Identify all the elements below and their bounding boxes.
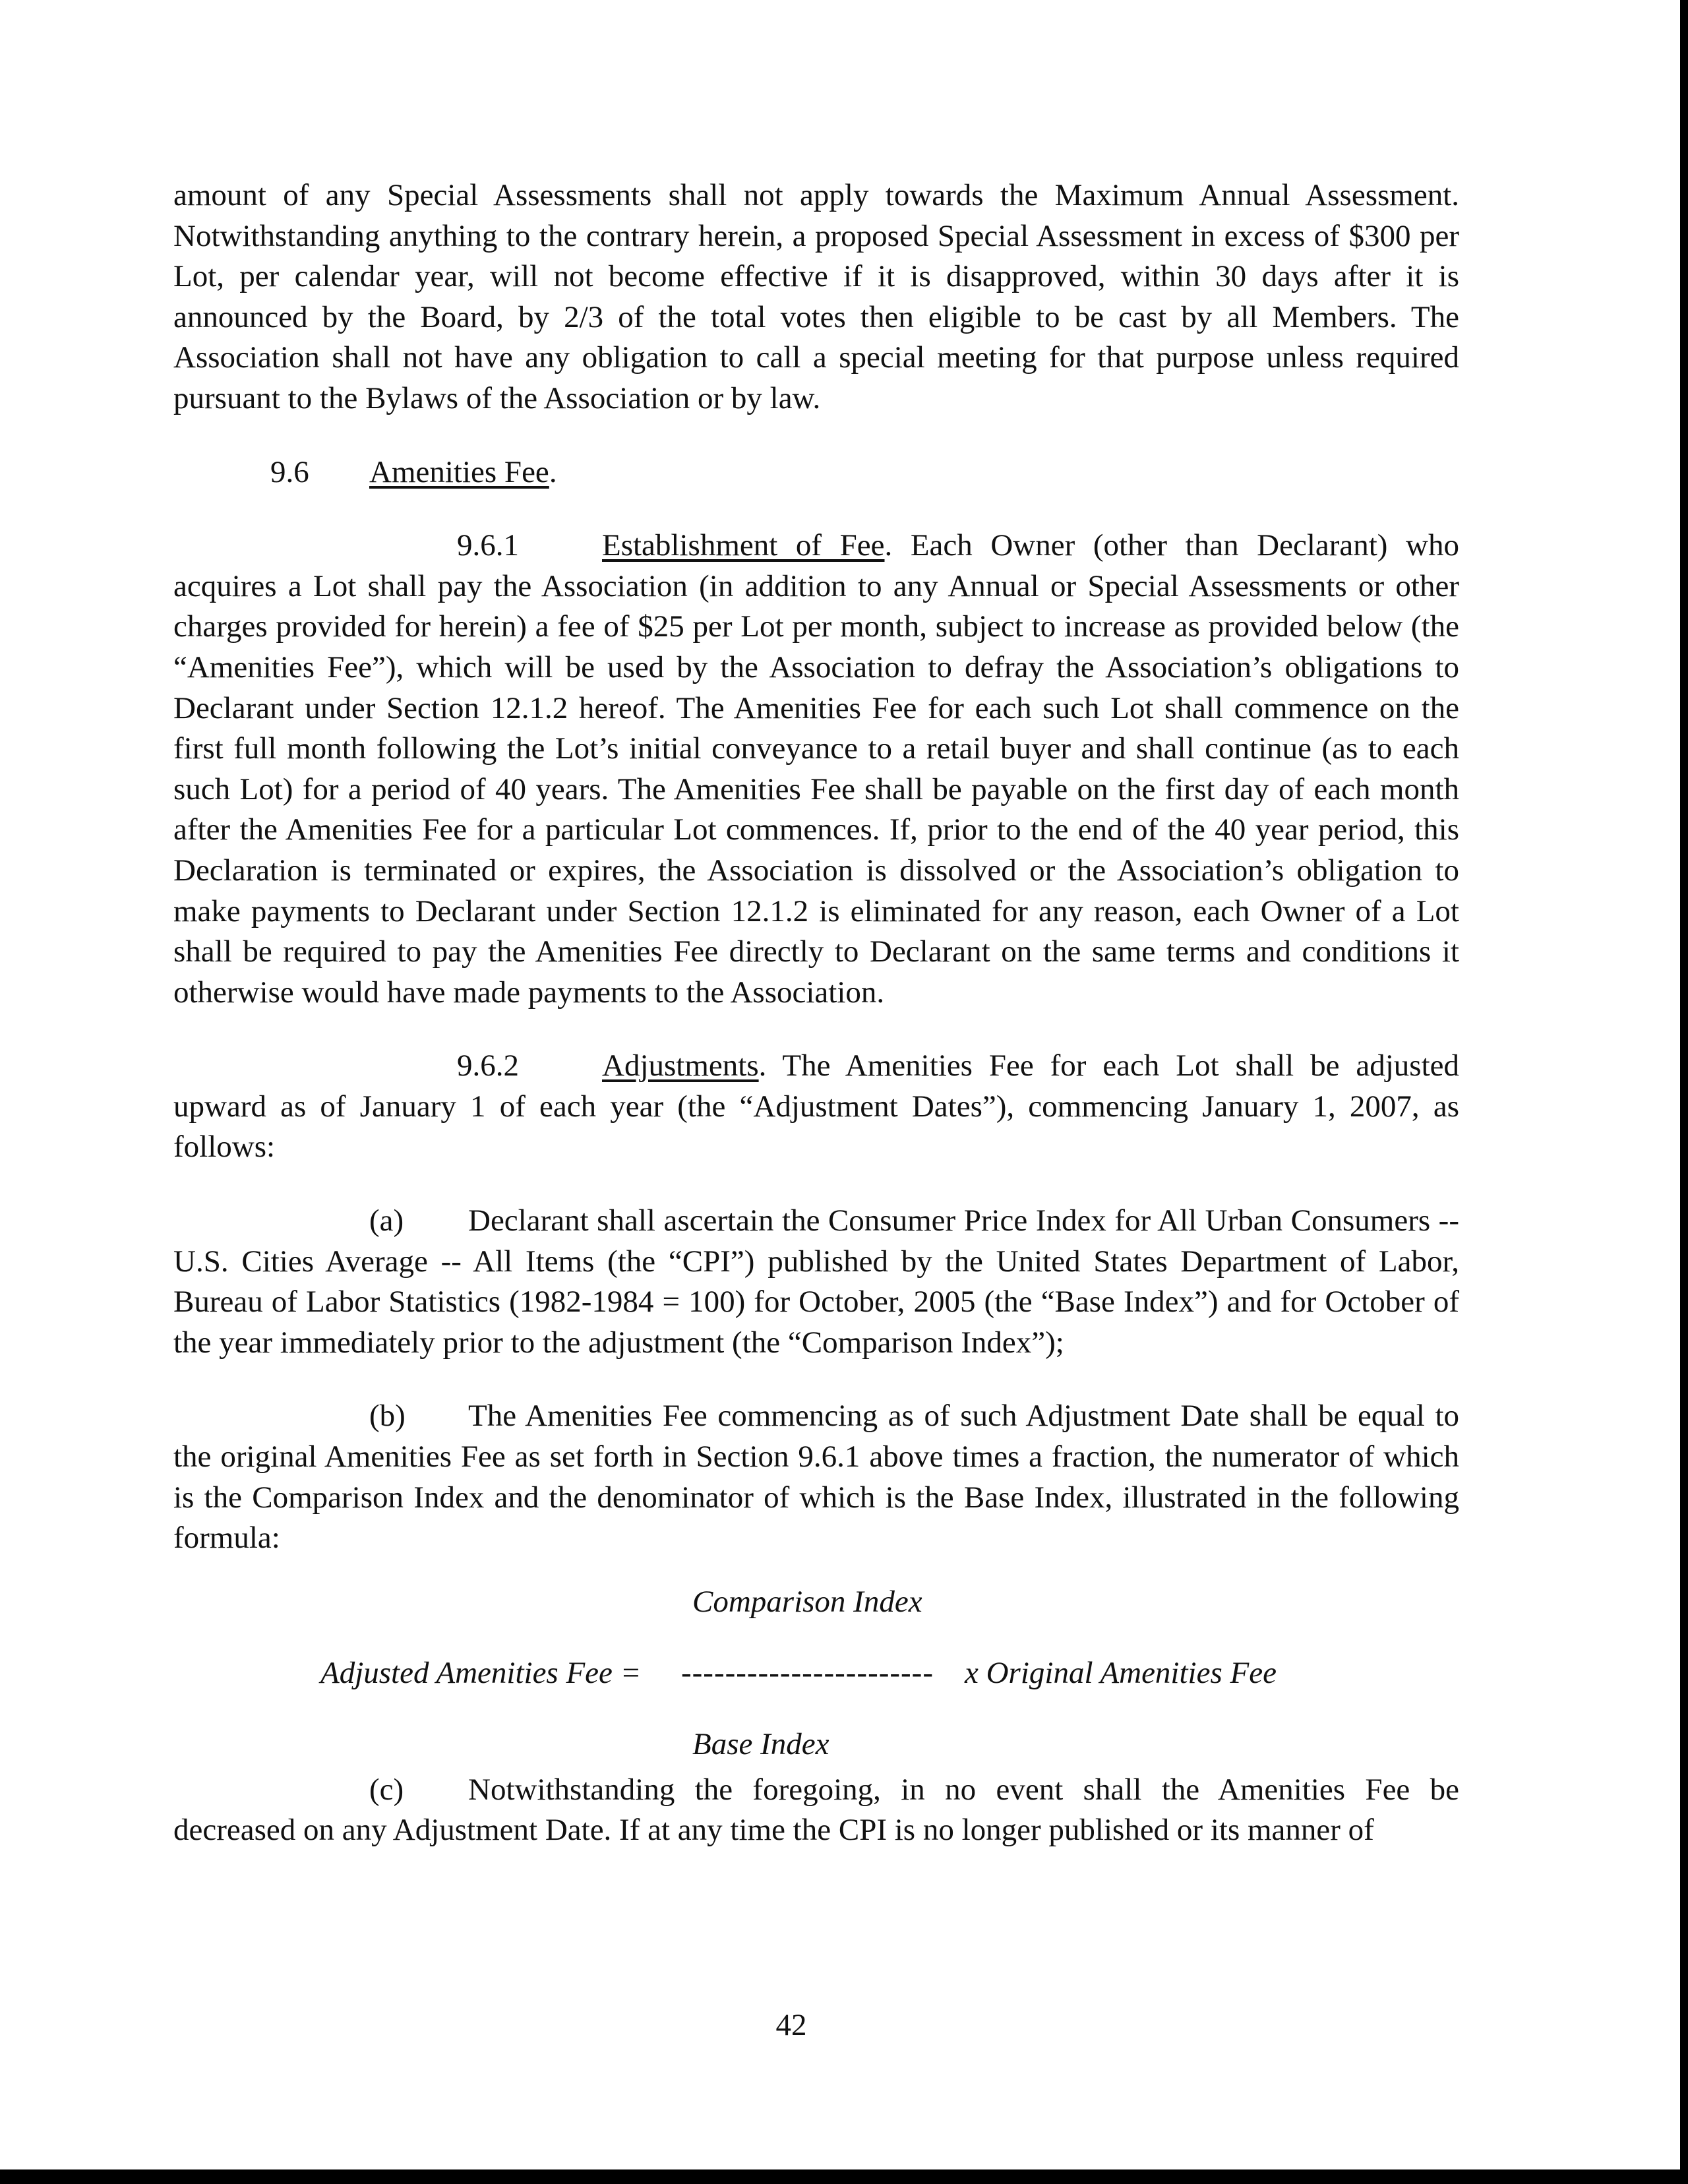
- adjustment-formula: [173, 1582, 1459, 1761]
- item-c-letter: (c): [369, 1772, 404, 1807]
- item-b-body: The Amenities Fee commencing as of such Adjustment Date shall be equal to the original Amenities Fee as set forth in Section 9.6.1 above times a fraction, the numerator of which is the Comparison Index and the denominator of which is the Base Index, illustrated in the following formula:: [173, 1399, 1459, 1556]
- item-c-body: Notwithstanding the foregoing, in no event shall the Amenities Fee be decreased on any Adjustment Date. If at any time the CPI is no longer published or its manner of: [173, 1772, 1459, 1848]
- section-9-6-2-body: . The Amenities Fee for each Lot shall be adjusted upward as of January 1 of each year (the “Adjustment Dates”), commencing January 1, 2007, as follows:: [173, 1048, 1459, 1165]
- section-9-6-2-paragraph: [173, 1046, 1459, 1168]
- formula-numerator: Comparison Index: [692, 1584, 922, 1619]
- item-b-paragraph: [173, 1396, 1459, 1558]
- section-9-6-number: 9.6: [270, 454, 309, 489]
- section-9-6-1-title: Establishment of Fee: [602, 528, 885, 563]
- scan-bottom-border: [0, 2169, 1688, 2184]
- section-9-6-2-title: Adjustments: [602, 1048, 759, 1083]
- formula-left-side: Adjusted Amenities Fee =: [320, 1655, 642, 1690]
- item-b-letter: (b): [369, 1399, 406, 1434]
- page-number: 42: [775, 2008, 807, 2042]
- formula-denominator: Base Index: [692, 1726, 829, 1761]
- section-9-6-2-number: 9.6.2: [457, 1048, 519, 1083]
- formula-fraction-line: -----------------------: [681, 1655, 934, 1690]
- intro-paragraph: amount of any Special Assessments shall not apply towards the Maximum Annual Assessment. Notwithstanding anything to the contrary herein, a proposed Special Assessment in excess of $300 per Lot, per calendar year, will not become effective if it is disapproved, within 30 days after it is announced by the Board, by 2/3 of the total votes then eligible to be cast by all Members. The Association shall not have any obligation to call a special meeting for that purpose unless required pursuant to the Bylaws of the Association or by law.: [173, 178, 1459, 415]
- section-9-6-heading: [173, 452, 1459, 493]
- scan-right-border: [1680, 0, 1688, 2184]
- section-9-6-1-body: . Each Owner (other than Declarant) who acquires a Lot shall pay the Association (in addition to any Annual or Special Assessments or other charges provided for herein) a fee of $25 per Lot per month, subject to increase as provided below (the “Amenities Fee”), which will be used by the Association to defray the Association’s obligations to Declarant under Section 12.1.2 hereof. The Amenities Fee for each such Lot shall commence on the first full month following the Lot’s initial conveyance to a retail buyer and shall continue (as to each such Lot) for a period of 40 years. The Amenities Fee shall be payable on the first day of each month after the Amenities Fee for a particular Lot commences. If, prior to the end of the 40 year period, this Declaration is terminated or expires, the Association is dissolved or the Association’s obligation to make payments to Declarant under Section 12.1.2 is eliminated for any reason, each Owner of a Lot shall be required to pay the Amenities Fee directly to Declarant on the same terms and conditions it otherwise would have made payments to the Association.: [173, 528, 1459, 1010]
- item-c-paragraph: [173, 1770, 1459, 1851]
- section-9-6-1-number: 9.6.1: [457, 528, 519, 563]
- document-body: [173, 175, 1459, 1851]
- item-a-body: Declarant shall ascertain the Consumer Price Index for All Urban Consumers -- U.S. Cities Average -- All Items (the “CPI”) published by the United States Department of Labor, Bureau of Labor Statistics (1982-1984 = 100) for October, 2005 (the “Base Index”) and for October of the year immediately prior to the adjustment (the “Comparison Index”);: [173, 1203, 1459, 1360]
- item-a-paragraph: [173, 1201, 1459, 1363]
- section-9-6-1-paragraph: [173, 526, 1459, 1013]
- section-9-6-title-suffix: .: [549, 454, 557, 489]
- formula-right-side: x Original Amenities Fee: [965, 1655, 1277, 1690]
- item-a-letter: (a): [369, 1203, 404, 1238]
- section-9-6-title: Amenities Fee: [369, 454, 549, 489]
